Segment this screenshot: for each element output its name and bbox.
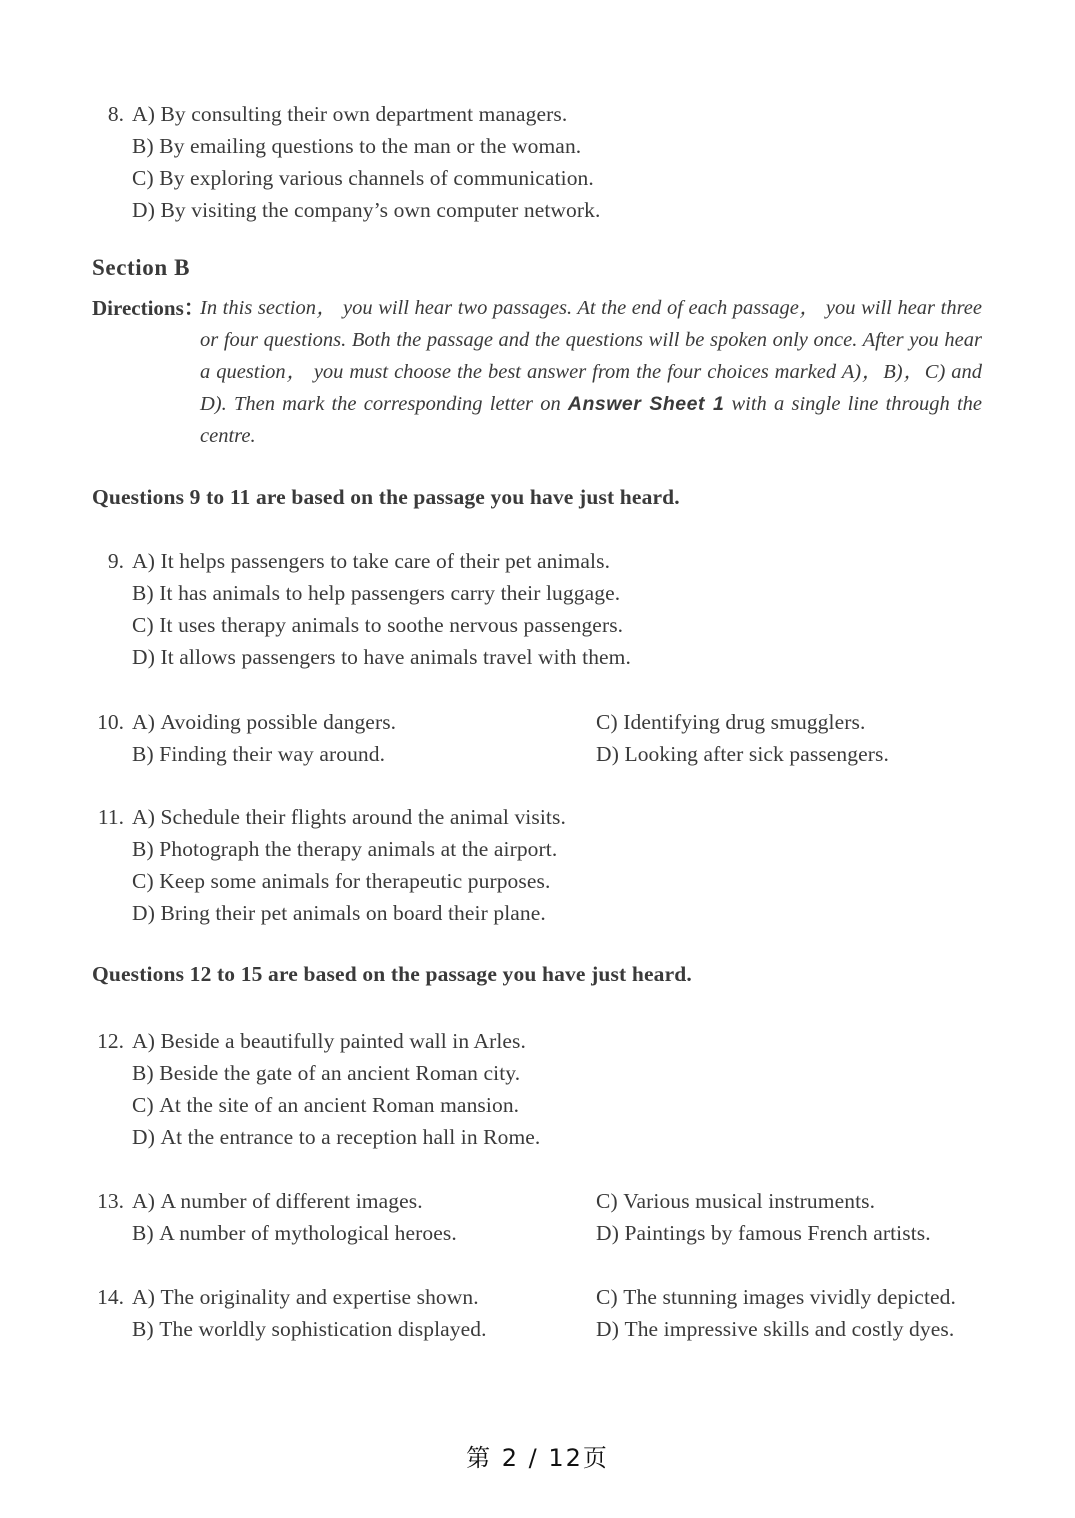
- option-a[interactable]: A) Avoiding possible dangers.: [132, 710, 397, 734]
- question-9-number: 9.: [107, 549, 124, 573]
- page-footer: 第 2 / 12页: [466, 1444, 609, 1472]
- question-9-option-a[interactable]: [88, 545, 988, 577]
- question-9-option-c[interactable]: [88, 609, 988, 641]
- question-10-number: 10.: [97, 710, 124, 734]
- option-d[interactable]: D) The impressive skills and costly dyes.: [596, 1317, 955, 1341]
- question-9-block: [88, 545, 988, 673]
- question-12-option-c[interactable]: [88, 1089, 988, 1121]
- option-a[interactable]: A) Schedule their flights around the animal visits.: [132, 805, 566, 829]
- question-12-block: [88, 1025, 988, 1153]
- question-14-number: 14.: [97, 1285, 124, 1309]
- directions-block: [92, 292, 982, 452]
- question-12-number: 12.: [97, 1029, 124, 1053]
- option-b[interactable]: B) Finding their way around.: [132, 742, 386, 766]
- option-a[interactable]: A) It helps passengers to take care of their pet animals.: [132, 549, 611, 573]
- question-9-option-b[interactable]: [88, 577, 988, 609]
- option-d[interactable]: D) Bring their pet animals on board their plane.: [132, 901, 546, 925]
- question-10-row-1: [88, 706, 988, 738]
- directions-text-part-1: In this section， you will hear two passages. At the end of each passage， you will hear three or four questions. Both the passage and the questions will be spoken only once. After you hear a question， you must choose the best answer from the four choices marked A)，B)，C) and D). Then mark the corresponding letter on: [200, 297, 982, 415]
- questions-9-11-heading: Questions 9 to 11 are based on the passage you have just heard.: [92, 485, 680, 509]
- question-14-block: [88, 1281, 988, 1345]
- questions-12-15-heading: Questions 12 to 15 are based on the passage you have just heard.: [92, 962, 692, 986]
- option-b[interactable]: B) Beside the gate of an ancient Roman city.: [132, 1061, 521, 1085]
- option-c[interactable]: C) At the site of an ancient Roman mansion.: [132, 1093, 520, 1117]
- question-14-row-1: [88, 1281, 988, 1313]
- question-11-block: [88, 801, 988, 929]
- option-d[interactable]: D) Paintings by famous French artists.: [596, 1221, 931, 1245]
- directions-label: Directions：: [92, 296, 205, 320]
- question-8-block: [88, 98, 988, 226]
- option-a[interactable]: A) A number of different images.: [132, 1189, 423, 1213]
- option-b[interactable]: B) It has animals to help passengers carry their luggage.: [132, 581, 621, 605]
- question-13-row-2: [88, 1217, 988, 1249]
- option-a[interactable]: A) Beside a beautifully painted wall in Arles.: [132, 1029, 526, 1053]
- question-8-option-c[interactable]: [88, 162, 988, 194]
- question-12-option-d[interactable]: [88, 1121, 988, 1153]
- question-8-number: 8.: [107, 102, 124, 126]
- question-11-option-b[interactable]: [88, 833, 988, 865]
- question-13-block: [88, 1185, 988, 1249]
- question-8-option-a[interactable]: [88, 98, 988, 130]
- question-13-row-1: [88, 1185, 988, 1217]
- option-c[interactable]: C) Keep some animals for therapeutic purposes.: [132, 869, 551, 893]
- option-d[interactable]: D) At the entrance to a reception hall in Rome.: [132, 1125, 541, 1149]
- option-b[interactable]: B) Photograph the therapy animals at the airport.: [132, 837, 558, 861]
- question-9-option-d[interactable]: [88, 641, 988, 673]
- question-11-option-c[interactable]: [88, 865, 988, 897]
- question-10-row-2: [88, 738, 988, 770]
- option-d[interactable]: D) Looking after sick passengers.: [596, 742, 889, 766]
- question-13-number: 13.: [97, 1189, 124, 1213]
- option-c[interactable]: C) Identifying drug smugglers.: [596, 710, 866, 734]
- option-c[interactable]: C) The stunning images vividly depicted.: [596, 1285, 956, 1309]
- directions-text-part-2: with a single line through the centre.: [200, 393, 982, 447]
- option-c[interactable]: C) It uses therapy animals to soothe nervous passengers.: [132, 613, 624, 637]
- answer-sheet-label: Answer Sheet 1: [567, 393, 725, 415]
- option-a[interactable]: A) By consulting their own department managers.: [132, 102, 568, 126]
- section-b-heading: Section B: [92, 255, 191, 280]
- option-a[interactable]: A) The originality and expertise shown.: [132, 1285, 479, 1309]
- question-12-option-b[interactable]: [88, 1057, 988, 1089]
- option-b[interactable]: B) The worldly sophistication displayed.: [132, 1317, 487, 1341]
- question-11-option-d[interactable]: [88, 897, 988, 929]
- option-c[interactable]: C) By exploring various channels of communication.: [132, 166, 594, 190]
- option-b[interactable]: B) By emailing questions to the man or the woman.: [132, 134, 582, 158]
- question-11-number: 11.: [97, 805, 124, 829]
- question-10-block: [88, 706, 988, 770]
- question-8-option-d[interactable]: [88, 194, 988, 226]
- option-d[interactable]: D) It allows passengers to have animals travel with them.: [132, 645, 631, 669]
- question-14-row-2: [88, 1313, 988, 1345]
- directions-text: [200, 292, 982, 452]
- option-c[interactable]: C) Various musical instruments.: [596, 1189, 876, 1213]
- question-11-option-a[interactable]: [88, 801, 988, 833]
- question-12-option-a[interactable]: [88, 1025, 988, 1057]
- option-b[interactable]: B) A number of mythological heroes.: [132, 1221, 457, 1245]
- option-d[interactable]: D) By visiting the company’s own computer network.: [132, 198, 601, 222]
- question-8-option-b[interactable]: [88, 130, 988, 162]
